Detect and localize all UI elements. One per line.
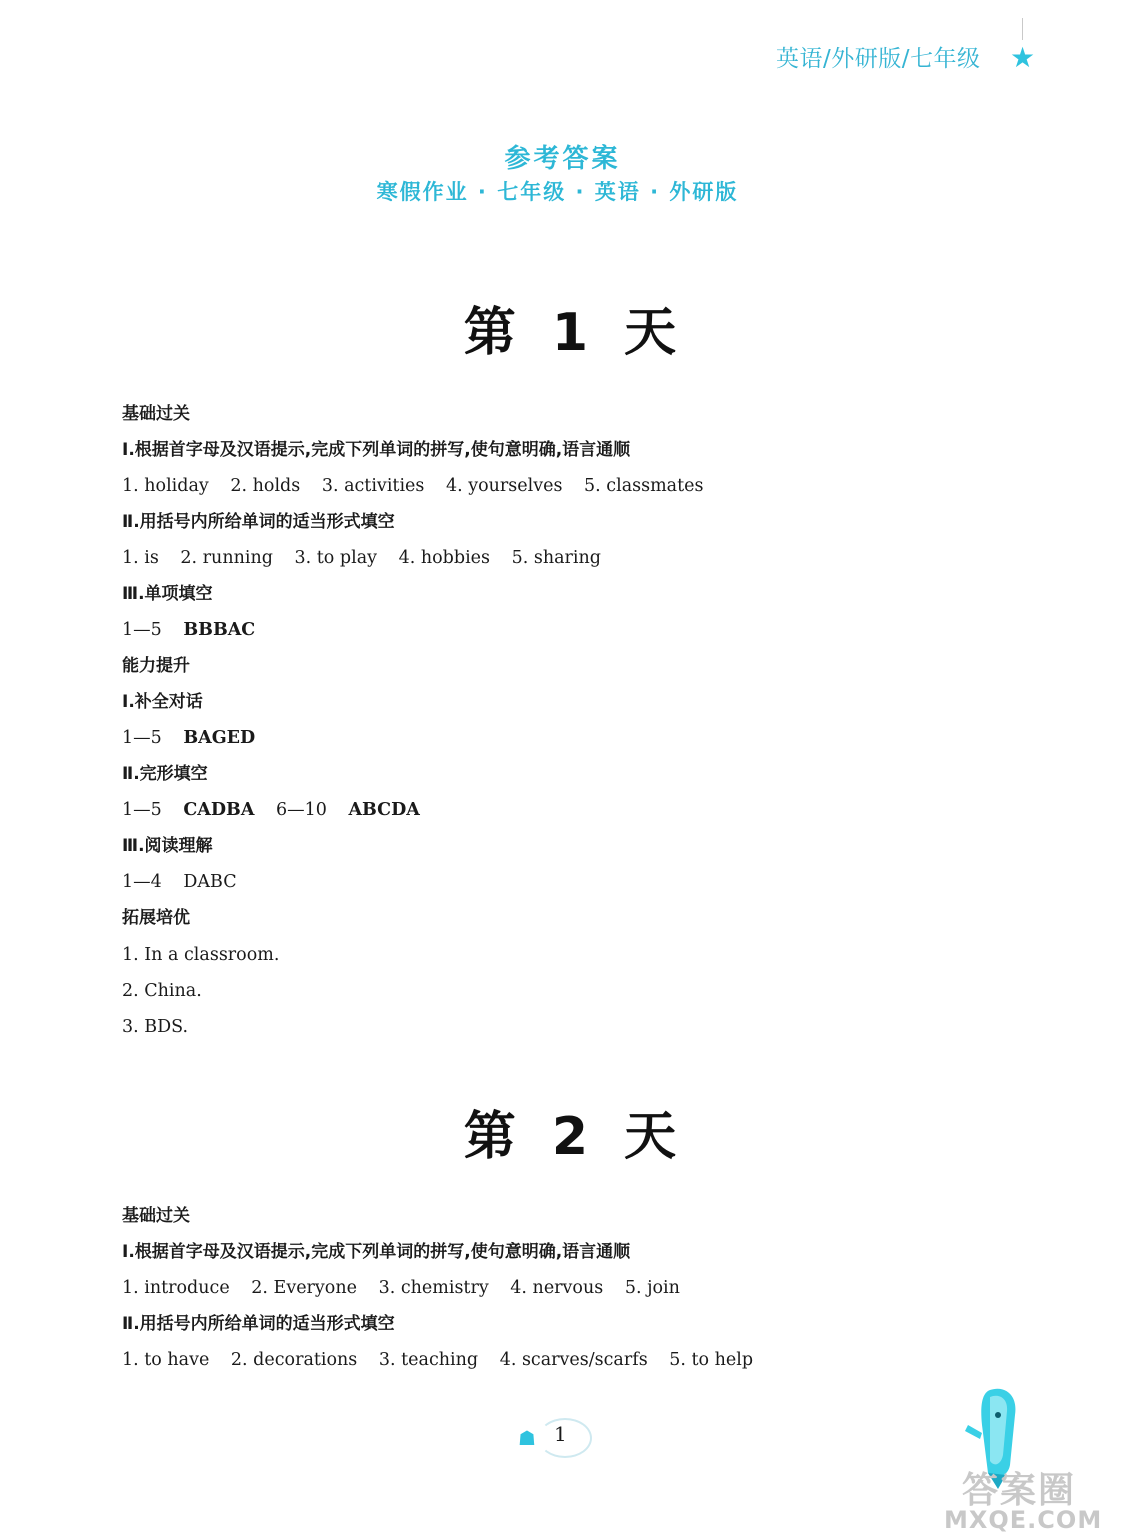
- answer-item: 3. chemistry: [378, 1278, 489, 1298]
- part-3-answers: [122, 870, 237, 894]
- question-1-answers: [122, 474, 703, 498]
- answer-item: 3. to play: [294, 548, 378, 568]
- answer-range: 1—5: [122, 728, 162, 748]
- question-2-title: Ⅱ.用括号内所给单词的适当形式填空: [122, 1314, 395, 1334]
- answer-item: 2. holds: [230, 476, 301, 496]
- part-2-answers: [122, 798, 420, 822]
- question-2-answers: [122, 546, 601, 570]
- answer-range: 1—4: [122, 872, 162, 892]
- section-basic-title: 基础过关: [122, 404, 190, 424]
- answer-item: 4. nervous: [510, 1278, 604, 1298]
- answer-range: 1—5: [122, 620, 162, 640]
- question-1-title: Ⅰ.根据首字母及汉语提示,完成下列单词的拼写,使句意明确,语言通顺: [122, 1242, 631, 1262]
- answer-item: 5. sharing: [511, 548, 601, 568]
- watermark-url: MXQE.COM: [944, 1506, 1103, 1534]
- answer-item: 1. holiday: [122, 476, 209, 496]
- part-2-title: Ⅱ.完形填空: [122, 764, 208, 784]
- answer-item: 4. hobbies: [398, 548, 491, 568]
- extension-answer: 2. China.: [122, 981, 202, 1001]
- answer-range: 6—10: [276, 800, 327, 820]
- answer-item: 4. yourselves: [445, 476, 563, 496]
- answer-item: 5. join: [624, 1278, 680, 1298]
- day-2-heading: 第 2 天: [463, 1107, 677, 1167]
- extension-answer: 3. BDS.: [122, 1017, 189, 1037]
- part-3-title: Ⅲ.阅读理解: [122, 836, 213, 856]
- star-icon: ★: [1010, 41, 1036, 74]
- part-1-title: Ⅰ.补全对话: [122, 692, 203, 712]
- answer-item: 5. to help: [669, 1350, 754, 1370]
- section-extension-title: 拓展培优: [122, 908, 190, 928]
- header-label: 英语/外研版/七年级: [776, 46, 981, 72]
- day-1-heading: 第 1 天: [463, 303, 677, 363]
- question-2-title: Ⅱ.用括号内所给单词的适当形式填空: [122, 512, 395, 532]
- question-3-title: Ⅲ.单项填空: [122, 584, 213, 604]
- answer-item: 1. to have: [122, 1350, 210, 1370]
- answer-item: 1. introduce: [122, 1278, 230, 1298]
- answer-item: 3. teaching: [378, 1350, 479, 1370]
- watermark: [940, 1460, 1125, 1536]
- section-basic-title: 基础过关: [122, 1206, 190, 1226]
- watermark-text: 答案圈: [962, 1470, 1077, 1511]
- answer-key: ABCDA: [348, 800, 420, 820]
- page-number-badge: [508, 1420, 588, 1454]
- question-1-title: Ⅰ.根据首字母及汉语提示,完成下列单词的拼写,使句意明确,语言通顺: [122, 440, 631, 460]
- answer-item: 2. decorations: [230, 1350, 358, 1370]
- extension-answer: 1. In a classroom.: [122, 945, 280, 965]
- answer-key: CADBA: [183, 800, 255, 820]
- answer-item: 1. is: [122, 548, 159, 568]
- answer-item: 5. classmates: [584, 476, 704, 496]
- answer-key: DABC: [183, 872, 237, 892]
- answer-range: 1—5: [122, 800, 162, 820]
- answer-item: 2. running: [180, 548, 273, 568]
- answer-item: 2. Everyone: [251, 1278, 357, 1298]
- answer-key: BAGED: [183, 728, 256, 748]
- question-1-answers: [122, 1276, 680, 1300]
- answer-item: 3. activities: [321, 476, 425, 496]
- section-improve-title: 能力提升: [122, 656, 190, 676]
- part-1-answers: [122, 726, 255, 750]
- answer-item: 4. scarves/scarfs: [499, 1350, 648, 1370]
- question-3-answers: [122, 618, 255, 642]
- header-divider: [1022, 18, 1023, 40]
- page-subtitle: 寒假作业 · 七年级 · 英语 · 外研版: [376, 180, 739, 204]
- page-title: 参考答案: [504, 144, 621, 174]
- question-2-answers: [122, 1348, 753, 1372]
- answer-key: BBBAC: [183, 620, 256, 640]
- book-icon: ☗: [518, 1426, 536, 1450]
- page-number: 1: [554, 1422, 567, 1446]
